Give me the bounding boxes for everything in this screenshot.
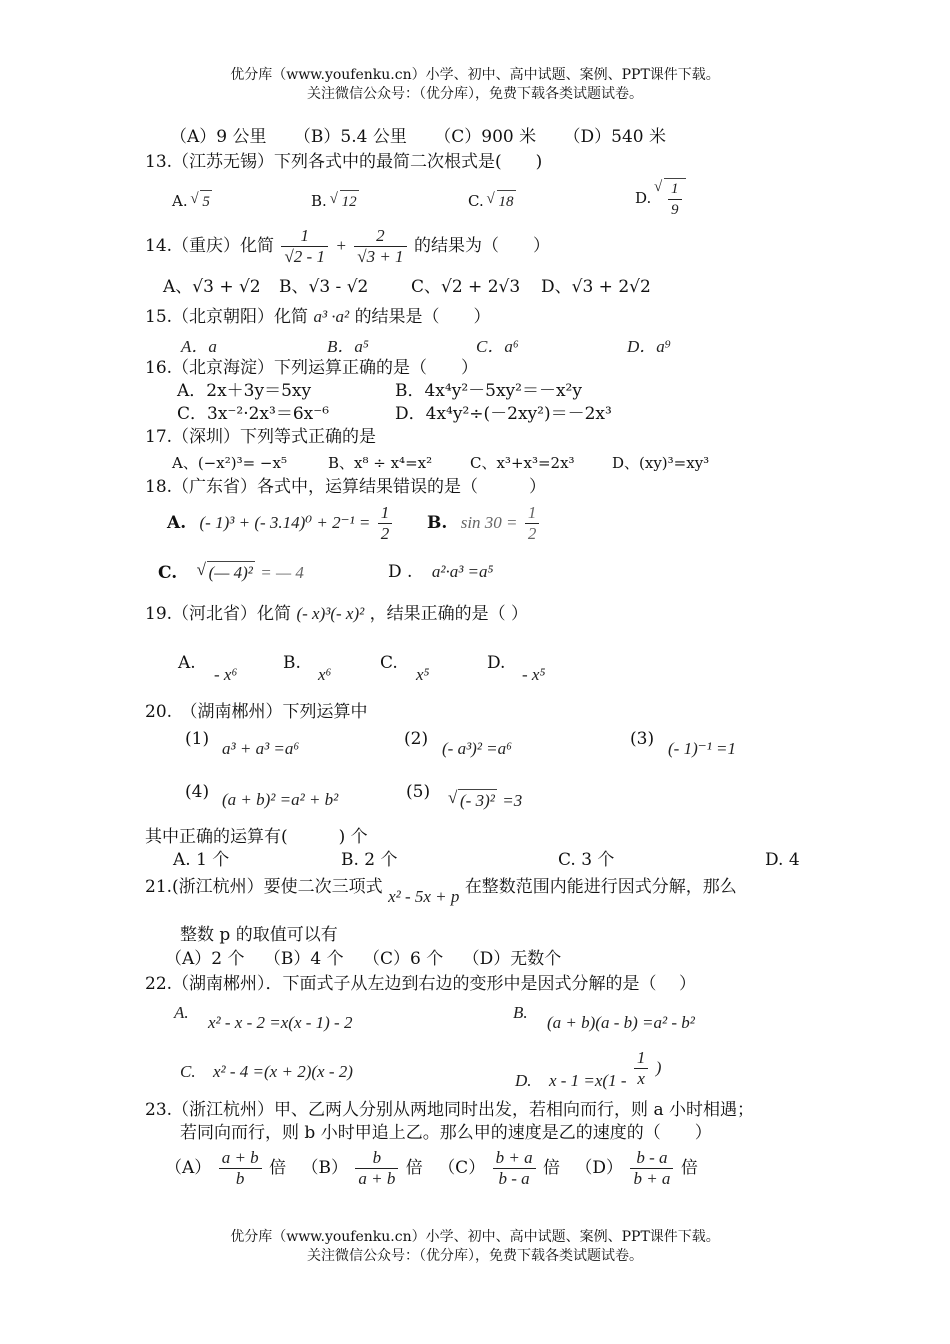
q14-suffix: 的结果为（ ）: [413, 236, 550, 256]
header-line-1: 优分库（www.youfenku.cn）小学、初中、高中试题、案例、PPT课件下载。: [230, 67, 720, 83]
q18-a-expression: (- 1)³ + (- 3.14)⁰ + 2⁻¹ =: [199, 513, 371, 532]
q13-option-d: [635, 178, 686, 220]
q14-numerator-2: 2: [354, 226, 406, 247]
header-line-2: 关注微信公众号：（优分库），免费下载各类试题试卷。: [307, 86, 643, 102]
q21-expression: x² - 5x + p: [388, 887, 460, 906]
q13-d-radical: [664, 178, 686, 220]
q18-b-fraction: [525, 503, 540, 544]
q19-value-b: x⁶: [318, 665, 332, 684]
q14-numerator-1: 1: [281, 226, 328, 247]
q13-c-radical: [497, 190, 516, 213]
q13-a-radicand: 5: [202, 194, 210, 210]
q21-prefix: 21.(浙江杭州）要使二次三项式: [145, 877, 383, 897]
q22-c-expression: x² - 4 =(x + 2)(x - 2): [213, 1062, 353, 1081]
q22-d-denominator: x: [637, 1069, 645, 1088]
q18-label-d: D .: [388, 562, 413, 582]
page-header: [0, 66, 950, 104]
q15-options: [181, 336, 671, 358]
q13-option-b: [311, 190, 359, 213]
q17-option-c: C、x³+x³=2x³: [470, 454, 575, 472]
q15-suffix: 的结果是（ ）: [354, 307, 491, 327]
q20-item-5-result: =3: [502, 791, 523, 810]
q17-option-b: B、x⁸ ÷ x⁴=x²: [328, 454, 433, 472]
q13-option-c: [468, 190, 516, 213]
q20-item-3-expression: (- 1)⁻¹ =1: [668, 739, 737, 758]
q16-option-d: D．4x⁴y²÷(－2xy²)＝－2x³: [395, 404, 612, 424]
q13-d-denominator: 9: [671, 202, 679, 218]
q15-option-a: A．a: [181, 337, 217, 356]
q23-b-fraction: [355, 1148, 398, 1189]
q20-tail: 其中正确的运算有( ) 个: [145, 827, 368, 847]
q20-item-4: [185, 781, 339, 809]
q17-option-a: A、(−x²)³= −x⁵: [172, 454, 287, 472]
q23-d-fraction: [630, 1148, 673, 1189]
q14-stem: [145, 226, 550, 267]
q18-label-c: C.: [158, 563, 178, 583]
q12-option-b: （B）5.4 公里: [293, 127, 407, 147]
q14-plus: +: [335, 236, 347, 255]
q14-option-a: A、√3 + √2: [163, 277, 261, 297]
q13-c-radicand: 18: [498, 194, 514, 210]
q18-label-b: B.: [427, 513, 448, 533]
q20-item-4-expression: (a + b)² =a² + b²: [222, 790, 339, 809]
q14-fraction-2: [354, 226, 406, 267]
q13-d-numerator: √ 1: [668, 179, 682, 200]
q14-options: [163, 276, 651, 298]
q14-option-d: D、√3 + 2√2: [541, 277, 651, 297]
q13-label-c: C.: [468, 192, 484, 210]
q15-option-b: B．a⁵: [327, 337, 369, 356]
q16-stem: 16.（北京海淀）下列运算正确的是（ ）: [145, 358, 479, 378]
q20-item-5-radicand: (- 3)²: [460, 791, 495, 810]
q21-option-b: （B）4 个: [263, 949, 344, 969]
q20-item-3-number: (3): [630, 729, 655, 749]
q13-b-radical: [340, 190, 359, 213]
q18-a-denominator: 2: [380, 524, 390, 543]
q20-stem: 20. （湖南郴州）下列运算中: [145, 702, 368, 722]
q23-c-fraction: [493, 1148, 536, 1189]
q23-line-2: 若同向而行，则 b 小时甲追上乙。那么甲的速度是乙的速度的（ ）: [180, 1123, 712, 1143]
q17-option-d: D、(xy)³=xy³: [612, 454, 710, 472]
q13-a-radical: [200, 190, 212, 213]
q18-option-d: [388, 561, 493, 583]
q15-prefix: 15.（北京朝阳）化简: [145, 307, 309, 327]
q23-options: [165, 1148, 698, 1189]
page-footer: [0, 1228, 950, 1266]
q12-options: [170, 126, 666, 148]
q21-line-2: 整数 p 的取值可以有: [180, 925, 338, 945]
q21-stem: [145, 876, 737, 906]
q19-value-a: - x⁶: [214, 665, 238, 684]
q14-option-b: B、√3 - √2: [279, 277, 369, 297]
q19-expression: (- x)³(- x)²: [296, 604, 365, 623]
footer-line-1: 优分库（www.youfenku.cn）小学、初中、高中试题、案例、PPT课件下载。: [230, 1229, 720, 1245]
q12-option-a: （A）9 公里: [170, 127, 267, 147]
q21-options: [165, 948, 561, 970]
q20-item-2-expression: (- a³)² =a⁶: [442, 739, 513, 758]
q23-a-denominator: b: [235, 1169, 245, 1188]
q23-c-unit: 倍: [543, 1158, 560, 1178]
q21-option-a: （A）2 个: [165, 949, 245, 969]
q13-label-b: B.: [311, 192, 327, 210]
q15-option-d: D．a⁹: [627, 337, 671, 356]
q16-option-c: C．3x⁻²·2x³＝6x⁻⁶: [177, 404, 330, 424]
q22-d-fraction: [634, 1048, 649, 1089]
q15-stem: [145, 306, 491, 328]
q18-stem: 18.（广东省）各式中，运算结果错误的是（ ）: [145, 477, 547, 497]
q21-suffix: 在整数范围内能进行因式分解，那么: [464, 877, 737, 897]
q13-b-radicand: 12: [341, 194, 357, 210]
q19-stem: [145, 603, 528, 625]
q13-d-fraction: [668, 179, 682, 220]
q20-item-1-expression: a³ + a³ =a⁶: [222, 739, 300, 758]
q22-d-numerator: 1: [634, 1048, 649, 1069]
q23-b-numerator: b: [355, 1148, 398, 1169]
q21-option-c: （C）6 个: [363, 949, 444, 969]
q12-option-d: （D）540 米: [563, 127, 666, 147]
q13-label-d: D.: [635, 188, 652, 207]
q20-item-1: [185, 728, 300, 758]
q16-option-b: B．4x⁴y²－5xy²＝－x²y: [395, 381, 582, 401]
q18-a-fraction: [378, 503, 393, 544]
q23-label-c: （C）: [438, 1158, 486, 1178]
q21-option-d: （D）无数个: [462, 949, 562, 969]
q20-item-2-number: (2): [404, 729, 429, 749]
q22-option-c: [180, 1061, 353, 1083]
q23-d-unit: 倍: [680, 1158, 698, 1178]
q20-option-c: C. 3 个: [558, 850, 615, 870]
q18-option-c: [158, 561, 304, 584]
q23-c-denominator: b - a: [498, 1169, 530, 1188]
q20-item-2: [404, 728, 513, 758]
q23-label-a: （A）: [165, 1158, 212, 1178]
q23-label-d: （D）: [575, 1158, 624, 1178]
q14-denominator-2: √3 + 1: [357, 247, 404, 266]
q22-option-d: [515, 1048, 661, 1089]
q22-option-a: [174, 1002, 353, 1032]
q13-stem: 13.（江苏无锡）下列各式中的最简二次根式是( ): [145, 152, 543, 172]
q15-expression: a³ ·a²: [313, 307, 350, 326]
footer-line-2: 关注微信公众号：（优分库），免费下载各类试题试卷。: [307, 1248, 643, 1264]
q14-fraction-1: [281, 226, 328, 267]
q19-label-a: A.: [178, 653, 196, 673]
q14-option-c: C、√2 + 2√3: [411, 277, 521, 297]
q18-c-radical: [207, 561, 255, 584]
q22-d-close: ): [655, 1058, 662, 1077]
q20-item-4-number: (4): [185, 782, 210, 802]
q22-a-expression: x² - x - 2 =x(x - 1) - 2: [208, 1013, 353, 1032]
q17-stem: 17.（深圳）下列等式正确的是: [145, 427, 377, 447]
q20-item-5-number: (5): [406, 782, 431, 802]
q22-label-a: A.: [174, 1003, 189, 1022]
q18-label-a: A.: [167, 513, 187, 533]
q23-c-numerator: b + a: [493, 1148, 536, 1169]
q19-value-c: x⁵: [416, 665, 430, 684]
q19-prefix: 19.（河北省）化简: [145, 604, 292, 624]
q19-value-d: - x⁵: [522, 665, 546, 684]
q13-option-a: [172, 190, 212, 213]
q19-label-c: C.: [380, 653, 398, 673]
q20-item-3: [630, 728, 737, 758]
q18-c-result: = — 4: [260, 563, 304, 582]
q19-suffix: ，结果正确的是（ ）: [369, 604, 529, 624]
q12-option-c: （C）900 米: [434, 127, 537, 147]
q22-stem: 22.（湖南郴州）．下面式子从左边到右边的变形中是因式分解的是（ ）: [145, 974, 696, 994]
q23-b-denominator: a + b: [358, 1169, 396, 1188]
q18-b-denominator: 2: [527, 524, 537, 543]
q19-options: [178, 652, 546, 684]
q23-a-numerator: a + b: [219, 1148, 262, 1169]
q18-option-a: [167, 503, 394, 544]
q20-item-5-radical: [458, 789, 497, 812]
q18-b-expression: sin 30 =: [460, 513, 518, 532]
q20-option-b: B. 2 个: [341, 850, 398, 870]
q18-a-numerator: 1: [378, 503, 393, 524]
q22-b-expression: (a + b)(a - b) =a² - b²: [547, 1013, 695, 1032]
q23-a-unit: 倍: [269, 1158, 287, 1178]
q20-item-1-number: (1): [185, 729, 210, 749]
q22-d-expression: x - 1 =x(1 -: [548, 1071, 627, 1090]
q20-options: [173, 849, 800, 871]
q13-label-a: A.: [172, 192, 188, 210]
q19-label-d: D.: [487, 653, 506, 673]
q22-label-d: D.: [515, 1071, 532, 1090]
q18-d-expression: a²·a³ =a⁵: [431, 562, 494, 581]
q20-item-5: [406, 781, 523, 810]
q19-label-b: B.: [283, 653, 301, 673]
q20-option-d: D. 4: [765, 850, 800, 870]
q23-line-1: 23.（浙江杭州）甲、乙两人分别从两地同时出发，若相向而行，则 a 小时相遇；: [145, 1100, 754, 1120]
q14-denominator-1: √2 - 1: [284, 247, 325, 266]
q23-label-b: （B）: [301, 1158, 348, 1178]
q23-b-unit: 倍: [405, 1158, 423, 1178]
q22-option-b: [513, 1002, 695, 1032]
q23-a-fraction: [219, 1148, 262, 1189]
q23-d-numerator: b - a: [630, 1148, 673, 1169]
q15-option-c: C．a⁶: [476, 337, 519, 356]
q17-options: [172, 452, 710, 474]
q22-label-b: B.: [513, 1003, 528, 1022]
q20-item-5-expression: [450, 789, 522, 812]
q14-prefix: 14.（重庆）化简: [145, 236, 275, 256]
q18-option-b: [427, 503, 541, 544]
q18-b-numerator: 1: [525, 503, 540, 524]
q16-option-a: A．2x＋3y＝5xy: [177, 381, 312, 401]
q18-c-radicand: (— 4)²: [208, 563, 253, 582]
q20-option-a: A. 1 个: [173, 850, 230, 870]
q23-d-denominator: b + a: [633, 1169, 671, 1188]
q22-label-c: C.: [180, 1062, 196, 1081]
